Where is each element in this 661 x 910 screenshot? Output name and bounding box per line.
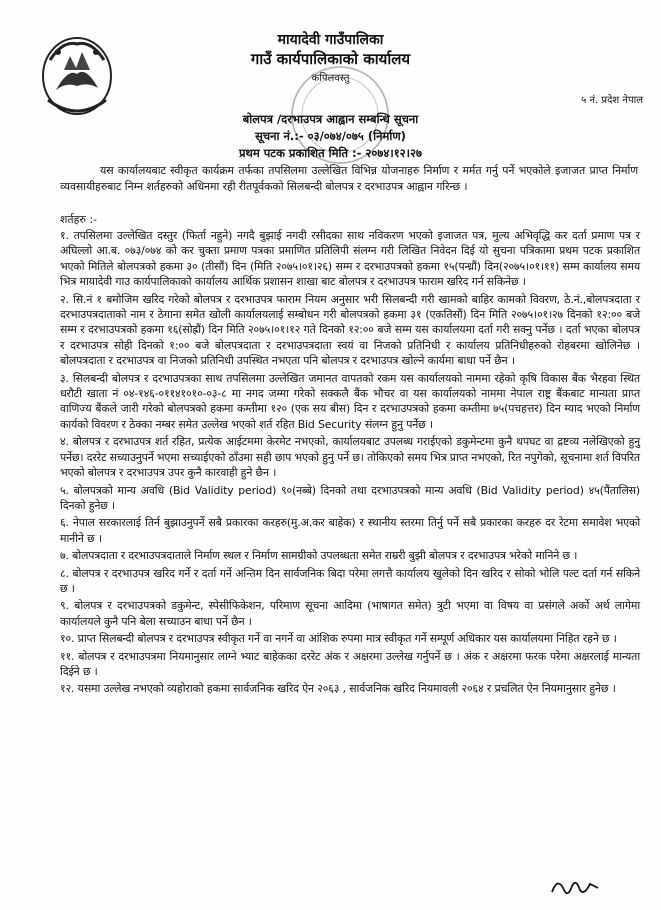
condition-item: ११. बोलपत्र र दरभाउपत्रमा नियमानुसार लाग्ने भ्याट बाहेकका दररेट अंक र अक्षरमा उल्लेख गर्नुपर्ने छ । अंक र अक्षरमा फरक परेमा अक्षरलाई मान्यता दिईने छ । [60, 649, 640, 678]
notice-number: सूचना नं.:- ०३/०७४/०७५ (निर्माण) [255, 129, 406, 143]
conditions-heading: शर्तहरु :- [60, 213, 97, 226]
conditions-list [60, 228, 640, 699]
condition-item: १. तपसिलमा उल्लेखित दस्तुर (फिर्ता नहुने) नगदै बुझाई नगदी रसीदका साथ नविकरण भएको इजाजत पत्र, मुल्य अभिवृद्धि कर दर्ता प्रमाण पत्र र अघिल्लो आ.ब. ०७३/०७४ को कर चुक्ता प्रमाण पत्रका प्रमाणित प्रतिलिपी संलग्न गरी लिखित निवेदन दिई यो सुचना पत्रिकामा प्रथम पटक प्रकाशित भएको मितिले बोलपत्रको हकमा ३० (तीसौं) दिन (मिति २०७५।०१।२६) सम्म र दरभाउपत्रको हकमा १५(पन्ध्रौं) दिन(२०७५।०१।११) सम्म कार्यालय समय भित्र मायादेवी गाउ कार्यपालिकाको कार्यालय आर्थिक प्रशासन शाखा बाट बोलपत्र र दरभाउपत्र फाराम खरिद गर्न सकिनेछ । [60, 229, 640, 289]
condition-item: ४. बोलपत्र र दरभाउपत्र शर्त रहित, प्रत्येक आईटममा केरमेट नभएको, कार्यालयबाट उपलब्ध गराईएको डकुमेन्टमा कुनै थपघट वा द्रष्टव्य नलेखिएको हुनु पर्नेछ। दररेट सच्याउनुपर्ने भएमा सच्याईएको ठाँउमा सही छाप भएको हुनु पर्ने छ। तोकिएको समय भित्र प्राप्त नभएको, रित नपुगेको, सूचनामा शर्त विपरित भएको बोलपत्र र दरभाउपत्र उपर कुनै कारवाही हुने छैन । [60, 435, 640, 480]
condition-item: ८. बोलपत्र र दरभाउपत्र खरिद गर्ने र दर्ता गर्ने अन्तिम दिन सार्वजनिक बिदा परेमा लगत्तै कार्यालय खुलेको दिन खरिद र सोको भोलि पल्ट दर्ता गर्न सकिने छ । [60, 566, 640, 595]
condition-item: २. सि.नं १ बमोजिम खरिद गरेको बोलपत्र र दरभाउपत्र फाराम नियम अनुसार भरी सिलबन्दी गरी खामको बाहिर कामको विवरण, ठे.नं.,बोलपत्रदाता र दरभाउपत्रदाताको नाम र ठेगाना समेत खोली कार्यालयलाई सम्बोधन गरी बोलपत्रको हकमा ३१ (एकतिसौं) दिन मिति २०७५।०१।२७ दिनको १२:०० बजे सम्म र दरभाउपत्रको हकमा १६(सोह्रौं) दिन मिति २०७५।०१।१२ गते दिनको १२:०० बजे सम्म यस कार्यालयमा दर्ता गरी सक्नु पर्नेछ । दर्ता भएका बोलपत्र र दरभाउपत्र सोही दिनको १:०० बजे बोलपत्रदाता र दरभाउपत्रदाता स्वयं वा निजको प्रतिनिधी र कार्यालय प्रतिनिधीहरुको रोहबरमा खोलिनेछ ।बोलपत्रदाता र दरभाउपत्र वा निजको प्रतिनिधी उपस्थित नभएता पनि बोलपत्र र दरभाउपत्र खोल्ने कार्यमा बाधा पर्ने छैन । [60, 292, 640, 368]
province-label: ५ नं. प्रदेश नेपाल [581, 95, 643, 106]
condition-item: १०. प्राप्त सिलबन्दी बोलपत्र र दरभाउपत्र स्वीकृत गर्ने वा नगर्ने वा आंशिक रुपमा मात्र स्वीकृत गर्ने सम्पूर्ण अधिकार यस कार्यालयमा निहित रहने छ । [60, 632, 617, 646]
condition-item: ७. बोलपत्रदाता र दरभाउपत्रदाताले निर्माण स्थल र निर्माण सामग्रीको उपलब्धता समेत राम्ररी बुझी बोलपत्र र दरभाउपत्र भरेको मानिने छ । [60, 549, 578, 563]
condition-item: ३. सिलबन्दी बोलपत्र र दरभाउपत्रका साथ तपसिलमा उल्लेखित जमानत वापतको रकम यस कार्यालयको नाममा रहेको कृषि विकास बैंक भैरहवा स्थित धरौटी खाता नं ०४-१४६-०११४१०१०-०३-८ मा नगद जम्मा गरेको सक्कलै बैंक भौचर वा यस कार्यालयको नाममा नेपाल राष्ट्र बैंकबाट मान्यता प्राप्त वाणिज्य बैंकले जारी गरेको बोलपत्रको हकमा कम्तीमा १२० (एक सय बीस) दिन र दरभाउपत्रको हकमा कम्तीमा ७५(पचहत्तर) दिन म्याद भएको निर्माण कार्यको विवरण र ठेक्का नम्बर समेत उल्लेख भएको शर्त रहित Bid Security संलग्न हुनु पर्नेछ । [60, 371, 640, 431]
signature-icon [548, 872, 603, 902]
office-location: कपिलवस्तु [311, 73, 350, 84]
office-title: गाउँ कार्यपालिकाको कार्यालय [250, 50, 411, 68]
condition-item: १२. यसमा उल्लेख नभएको व्यहोराको हकमा सार्वजनिक खरिद ऐन २०६३ , सार्वजनिक खरिद नियमावली २०६४ र प्रचलित ऐन नियमानुसार हुनेछ । [60, 682, 616, 696]
condition-item: ५. बोलपत्रको मान्य अवधि (Bid Validity period) ९०(नब्बे) दिनको तथा दरभाउपत्रको मान्य अवधि (Bid Validity period) ४५(पैंतालिस) दिनको हुनेछ । [60, 483, 640, 512]
condition-item: ६. नेपाल सरकारलाई तिर्न बुझाउनुपर्ने सबै प्रकारका करहरु(मु.अ.कर बाहेक) र स्थानीय स्तरमा तिर्नु पर्ने सबै प्रकारका करहरु दर रेटमा समावेश भएको मानीने छ । [60, 516, 640, 545]
condition-item: ९. बोलपत्र र दरभाउपत्रको डकुमेन्ट, स्पेसीफिकेशन, परिमाण सूचना आदिमा (भाषागत समेत) त्रुटी भएमा वा विषय वा प्रसंगले अर्को अर्थ लागेमा कार्यालयले कुनै पनि बेला सच्याउन बाधा पर्ने छैन । [60, 599, 640, 628]
notice-title: बोलपत्र /दरभाउपत्र आह्वान सम्बन्धि सूचना [242, 112, 419, 126]
office-name: मायादेवी गाउँपालिका [277, 32, 384, 48]
notice-date: प्रथम पटक प्रकाशित मिति :- २०७४।१२।२७ [239, 146, 422, 160]
intro-paragraph: यस कार्यालयबाट स्वीकृत कार्यक्रम तर्फका तपसिलमा उल्लेखित विभिन्न योजनाहरु निर्माण र मर्मत गर्नु पर्ने भएकोले इजाजत प्राप्त निर्माण व्यवसायीहरुबाट निम्न शर्तहरुको अधिनमा रही रीतपूर्वकको सिलबन्दी बोलपत्र र दरभाउपत्र आह्वान गरिन्छ । [60, 164, 638, 193]
